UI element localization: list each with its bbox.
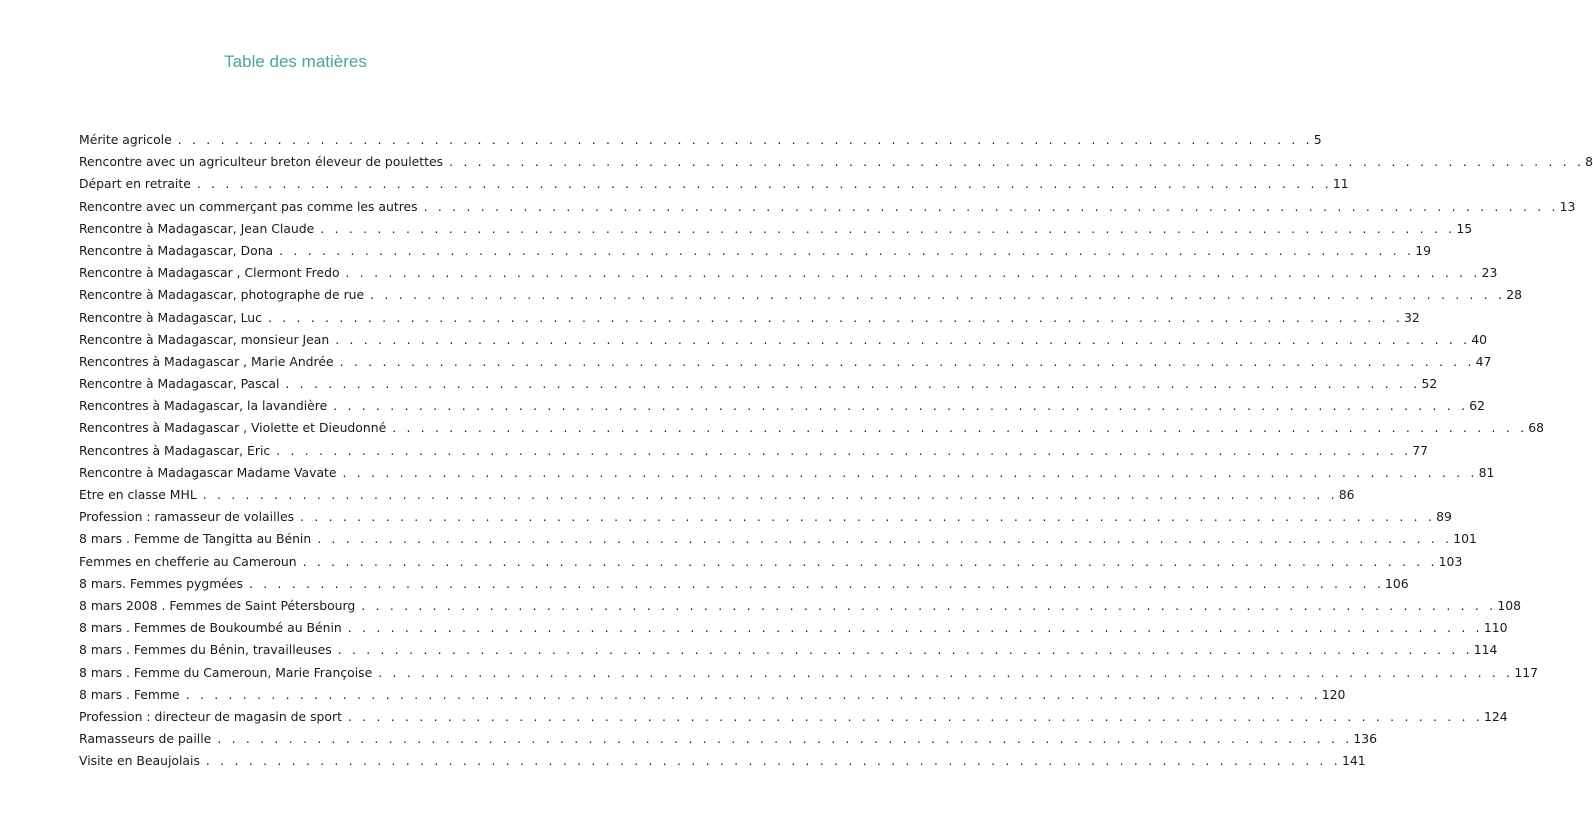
toc-entry-title: 8 mars . Femme du Cameroun, Marie Françoise <box>79 664 373 680</box>
toc-entry-title: Rencontres à Madagascar , Violette et Dieudonné <box>79 420 387 436</box>
toc-entry[interactable] <box>79 129 1322 151</box>
dot-leader: . . . . . . . . . . . . . . . . . . . . . . . . . . . . . . . . . . . . . . . . . . . . . . . . . . . . . . . . . . . . . . . . . . . . . . . . . . . . . . . . <box>335 331 1471 347</box>
toc-entry-page-number: 19 <box>1415 242 1431 258</box>
toc-entry-page-number: 81 <box>1478 464 1495 480</box>
toc-entry-title: Rencontre à Madagascar, Luc <box>79 309 262 325</box>
toc-entry-page-number: 103 <box>1438 553 1463 569</box>
dot-leader: . . . . . . . . . . . . . . . . . . . . . . . . . . . . . . . . . . . . . . . . . . . . . . . . . . . . . . . . . . . . . . . . . . . . . . . . . . . . . . . . <box>347 708 1483 724</box>
dot-leader: . . . . . . . . . . . . . . . . . . . . . . . . . . . . . . . . . . . . . . . . . . . . . . . . . . . . . . . . . . . . . . . . . . . . . . . . . . . . . . . . <box>177 132 1313 147</box>
toc-entry-page-number: 32 <box>1403 309 1420 325</box>
dot-leader: . . . . . . . . . . . . . . . . . . . . . . . . . . . . . . . . . . . . . . . . . . . . . . . . . . . . . . . . . . . . . . . . . . . . . . . . . . . . . . . . <box>276 442 1412 458</box>
dot-leader: . . . . . . . . . . . . . . . . . . . . . . . . . . . . . . . . . . . . . . . . . . . . . . . . . . . . . . . . . . . . . . . . . . . . . . . . . . . . . . . . <box>345 265 1481 281</box>
toc-entry-title: Rencontres à Madagascar , Marie Andrée <box>79 353 334 369</box>
toc-entry-title: Rencontre à Madagascar, Pascal <box>79 376 280 392</box>
dot-leader: . . . . . . . . . . . . . . . . . . . . . . . . . . . . . . . . . . . . . . . . . . . . . . . . . . . . . . . . . . . . . . . . . . . . . . . . . . . . . . . . <box>342 464 1478 480</box>
toc-entry[interactable] <box>79 440 1429 462</box>
dot-leader: . . . . . . . . . . . . . . . . . . . . . . . . . . . . . . . . . . . . . . . . . . . . . . . . . . . . . . . . . . . . . . . . . . . . . . . . . . . . . . . . <box>378 664 1514 680</box>
toc-entry[interactable] <box>79 462 1495 484</box>
toc-entry[interactable] <box>79 151 1593 173</box>
toc-entry-title: Rencontre à Madagascar, Dona <box>79 242 274 258</box>
dot-leader: . . . . . . . . . . . . . . . . . . . . . . . . . . . . . . . . . . . . . . . . . . . . . . . . . . . . . . . . . . . . . . . . . . . . . . . . . . . . . . . . <box>333 398 1469 414</box>
toc-entry-page-number: 110 <box>1483 620 1508 636</box>
toc-entry-page-number: 86 <box>1338 487 1355 502</box>
dot-leader: . . . . . . . . . . . . . . . . . . . . . . . . . . . . . . . . . . . . . . . . . . . . . . . . . . . . . . . . . . . . . . . . . . . . . . . . . . . . . . . . <box>202 487 1338 502</box>
toc-entry-page-number: 5 <box>1313 132 1322 147</box>
toc-entry-page-number: 108 <box>1497 597 1521 613</box>
toc-entry-title: Rencontre à Madagascar Madame Vavate <box>79 464 337 480</box>
toc-entry-title: Rencontre avec un commerçant pas comme les autres <box>79 198 418 214</box>
toc-entry-page-number: 15 <box>1456 220 1473 236</box>
toc-entry-page-number: 141 <box>1341 753 1366 769</box>
dot-leader: . . . . . . . . . . . . . . . . . . . . . . . . . . . . . . . . . . . . . . . . . . . . . . . . . . . . . . . . . . . . . . . . . . . . . . . . . . . . . . . . <box>205 753 1341 769</box>
dot-leader: . . . . . . . . . . . . . . . . . . . . . . . . . . . . . . . . . . . . . . . . . . . . . . . . . . . . . . . . . . . . . . . . . . . . . . . . . . . . . . . . <box>337 642 1473 658</box>
dot-leader: . . . . . . . . . . . . . . . . . . . . . . . . . . . . . . . . . . . . . . . . . . . . . . . . . . . . . . . . . . . . . . . . . . . . . . . . . . . . . . . . <box>317 531 1453 547</box>
toc-entry-title: Rencontre à Madagascar, Jean Claude <box>79 220 315 236</box>
toc-entry-page-number: 52 <box>1421 376 1438 392</box>
toc-entry-title: 8 mars . Femmes de Boukoumbé au Bénin <box>79 620 342 636</box>
toc-entry-title: Etre en classe MHL <box>79 487 197 502</box>
toc-entry[interactable] <box>79 528 1477 550</box>
toc-entry-page-number: 13 <box>1559 198 1576 214</box>
toc-entry[interactable] <box>79 506 1452 528</box>
toc-entry-page-number: 8 <box>1585 154 1593 170</box>
toc-entry-title: Profession : directeur de magasin de sport <box>79 708 342 724</box>
toc-entry[interactable] <box>79 240 1431 262</box>
toc-entry[interactable] <box>79 373 1438 395</box>
dot-leader: . . . . . . . . . . . . . . . . . . . . . . . . . . . . . . . . . . . . . . . . . . . . . . . . . . . . . . . . . . . . . . . . . . . . . . . . . . . . . . . . <box>347 620 1483 636</box>
dot-leader: . . . . . . . . . . . . . . . . . . . . . . . . . . . . . . . . . . . . . . . . . . . . . . . . . . . . . . . . . . . . . . . . . . . . . . . . . . . . . . . . <box>248 575 1385 591</box>
toc-entry[interactable] <box>79 728 1378 750</box>
toc-entry[interactable] <box>79 684 1346 706</box>
toc-entry-page-number: 11 <box>1332 176 1349 192</box>
toc-entry[interactable] <box>79 551 1463 573</box>
dot-leader: . . . . . . . . . . . . . . . . . . . . . . . . . . . . . . . . . . . . . . . . . . . . . . . . . . . . . . . . . . . . . . . . . . . . . . . . . . . . . . . . <box>267 309 1403 325</box>
toc-entry[interactable] <box>79 173 1349 195</box>
dot-leader: . . . . . . . . . . . . . . . . . . . . . . . . . . . . . . . . . . . . . . . . . . . . . . . . . . . . . . . . . . . . . . . . . . . . . . . . . . . . . . . . <box>300 509 1436 525</box>
toc-entry-title: Femmes en chefferie au Cameroun <box>79 553 297 569</box>
toc-entry[interactable] <box>79 595 1521 617</box>
toc-entry-page-number: 77 <box>1412 442 1429 458</box>
dot-leader: . . . . . . . . . . . . . . . . . . . . . . . . . . . . . . . . . . . . . . . . . . . . . . . . . . . . . . . . . . . . . . . . . . . . . . . . . . . . . . . . <box>449 154 1585 170</box>
toc-entry[interactable] <box>79 395 1486 417</box>
dot-leader: . . . . . . . . . . . . . . . . . . . . . . . . . . . . . . . . . . . . . . . . . . . . . . . . . . . . . . . . . . . . . . . . . . . . . . . . . . . . . . . . <box>185 686 1321 702</box>
toc-entry-page-number: 89 <box>1436 509 1452 525</box>
toc-entry-page-number: 68 <box>1528 420 1545 436</box>
toc-entry-title: Rencontre à Madagascar, monsieur Jean <box>79 331 330 347</box>
toc-entry-page-number: 28 <box>1506 287 1522 303</box>
toc-entry-page-number: 114 <box>1473 642 1498 658</box>
dot-leader: . . . . . . . . . . . . . . . . . . . . . . . . . . . . . . . . . . . . . . . . . . . . . . . . . . . . . . . . . . . . . . . . . . . . . . . . . . . . . . . . <box>370 287 1506 303</box>
toc-entry-page-number: 106 <box>1385 575 1409 591</box>
toc-entry-page-number: 136 <box>1353 731 1378 747</box>
toc-entry[interactable] <box>79 639 1498 661</box>
toc-entry-title: 8 mars 2008 . Femmes de Saint Pétersbourg <box>79 597 356 613</box>
toc-entry-title: 8 mars . Femme <box>79 686 180 702</box>
toc-entry-title: Profession : ramasseur de volailles <box>79 509 295 525</box>
toc-entry[interactable] <box>79 706 1508 728</box>
toc-entry-page-number: 23 <box>1481 265 1498 281</box>
toc-entry-title: Mérite agricole <box>79 132 172 147</box>
dot-leader: . . . . . . . . . . . . . . . . . . . . . . . . . . . . . . . . . . . . . . . . . . . . . . . . . . . . . . . . . . . . . . . . . . . . . . . . . . . . . . . . <box>285 376 1421 392</box>
toc-entry-title: 8 mars. Femmes pygmées <box>79 575 243 591</box>
toc-entry-title: Rencontres à Madagascar, Eric <box>79 442 271 458</box>
toc-entry-title: Rencontres à Madagascar, la lavandière <box>79 398 328 414</box>
toc-entry[interactable] <box>79 218 1473 240</box>
toc-entry-page-number: 117 <box>1514 664 1538 680</box>
toc-entry-page-number: 101 <box>1453 531 1477 547</box>
toc-entry-page-number: 124 <box>1483 708 1508 724</box>
dot-leader: . . . . . . . . . . . . . . . . . . . . . . . . . . . . . . . . . . . . . . . . . . . . . . . . . . . . . . . . . . . . . . . . . . . . . . . . . . . . . . . . <box>423 198 1559 214</box>
toc-entry[interactable] <box>79 750 1366 772</box>
toc-entry-title: Ramasseurs de paille <box>79 731 212 747</box>
toc-entry[interactable] <box>79 196 1576 218</box>
toc-entry[interactable] <box>79 284 1522 306</box>
toc-entry-title: Rencontre avec un agriculteur breton éleveur de poulettes <box>79 154 444 170</box>
toc-entry[interactable] <box>79 262 1498 284</box>
toc-entry-page-number: 120 <box>1321 686 1346 702</box>
toc-entry-page-number: 47 <box>1475 353 1492 369</box>
toc-entry-title: 8 mars . Femmes du Bénin, travailleuses <box>79 642 332 658</box>
page-title: Table des matières <box>224 52 367 71</box>
toc-entry[interactable] <box>79 351 1492 373</box>
table-of-contents <box>79 129 1593 772</box>
toc-entry[interactable] <box>79 617 1508 639</box>
toc-entry[interactable] <box>79 307 1420 329</box>
toc-entry[interactable] <box>79 573 1409 595</box>
toc-entry-title: Rencontre à Madagascar, photographe de rue <box>79 287 365 303</box>
toc-entry-title: Départ en retraite <box>79 176 191 192</box>
toc-entry-title: Rencontre à Madagascar , Clermont Fredo <box>79 265 340 281</box>
toc-entry[interactable] <box>79 329 1488 351</box>
dot-leader: . . . . . . . . . . . . . . . . . . . . . . . . . . . . . . . . . . . . . . . . . . . . . . . . . . . . . . . . . . . . . . . . . . . . . . . . . . . . . . . . <box>320 220 1456 236</box>
dot-leader: . . . . . . . . . . . . . . . . . . . . . . . . . . . . . . . . . . . . . . . . . . . . . . . . . . . . . . . . . . . . . . . . . . . . . . . . . . . . . . . . <box>302 553 1438 569</box>
toc-entry-title: 8 mars . Femme de Tangitta au Bénin <box>79 531 312 547</box>
toc-entry[interactable] <box>79 417 1545 439</box>
dot-leader: . . . . . . . . . . . . . . . . . . . . . . . . . . . . . . . . . . . . . . . . . . . . . . . . . . . . . . . . . . . . . . . . . . . . . . . . . . . . . . . . <box>279 242 1415 258</box>
dot-leader: . . . . . . . . . . . . . . . . . . . . . . . . . . . . . . . . . . . . . . . . . . . . . . . . . . . . . . . . . . . . . . . . . . . . . . . . . . . . . . . . <box>392 420 1528 436</box>
toc-entry[interactable] <box>79 484 1355 506</box>
toc-entry-page-number: 62 <box>1469 398 1486 414</box>
dot-leader: . . . . . . . . . . . . . . . . . . . . . . . . . . . . . . . . . . . . . . . . . . . . . . . . . . . . . . . . . . . . . . . . . . . . . . . . . . . . . . . . <box>217 731 1353 747</box>
toc-entry-title: Visite en Beaujolais <box>79 753 200 769</box>
toc-entry[interactable] <box>79 662 1538 684</box>
dot-leader: . . . . . . . . . . . . . . . . . . . . . . . . . . . . . . . . . . . . . . . . . . . . . . . . . . . . . . . . . . . . . . . . . . . . . . . . . . . . . . . . <box>339 353 1475 369</box>
toc-entry-page-number: 40 <box>1471 331 1488 347</box>
dot-leader: . . . . . . . . . . . . . . . . . . . . . . . . . . . . . . . . . . . . . . . . . . . . . . . . . . . . . . . . . . . . . . . . . . . . . . . . . . . . . . . . <box>361 597 1497 613</box>
dot-leader: . . . . . . . . . . . . . . . . . . . . . . . . . . . . . . . . . . . . . . . . . . . . . . . . . . . . . . . . . . . . . . . . . . . . . . . . . . . . . . . . <box>196 176 1332 192</box>
